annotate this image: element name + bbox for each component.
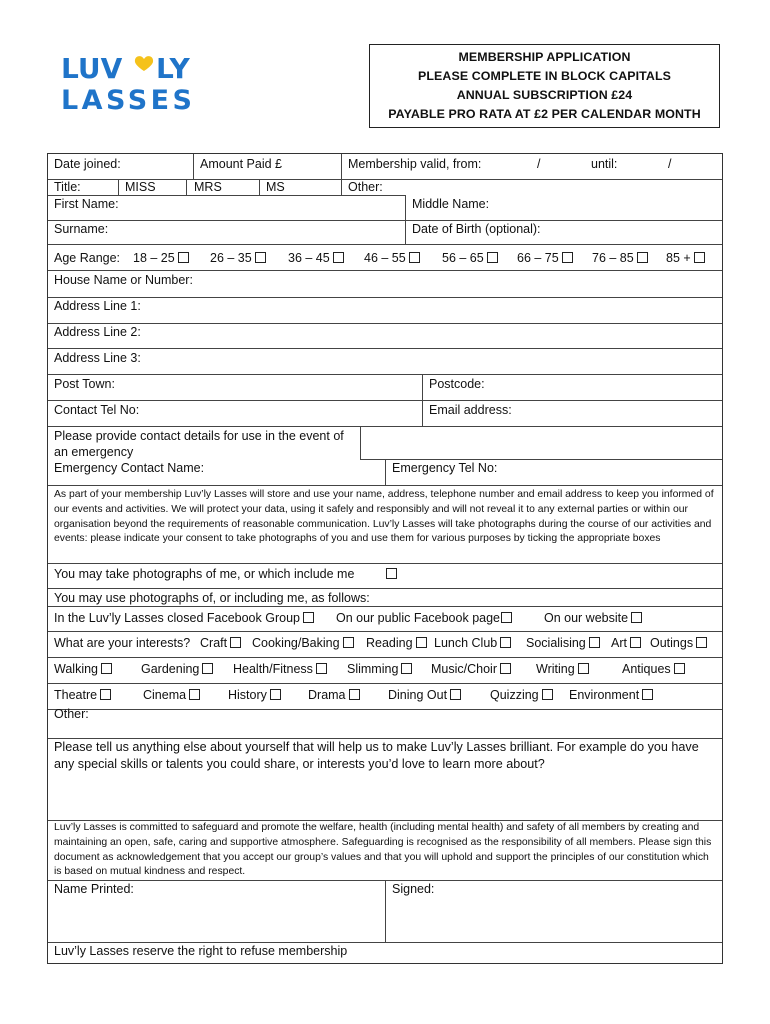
row-divider [48,631,722,632]
logo-text-ly: LY [156,52,190,85]
checkbox-icon[interactable] [100,689,111,700]
title-option-miss[interactable]: MISS [125,180,156,194]
interest-label: Music/Choir [431,662,497,676]
photo-option-fb-page[interactable] [336,611,512,626]
interest-label: Cooking/Baking [252,636,340,650]
postcode-label[interactable]: Postcode: [429,377,485,391]
interest-option[interactable] [233,662,327,677]
photo-option-label: On our website [544,611,629,625]
interests-question: What are your interests? [54,636,191,650]
col-divider [360,426,361,460]
row-divider [48,709,722,710]
row-divider [48,606,722,607]
application-header [369,44,720,128]
photo-option-label: On our public Facebook page [336,611,500,625]
row-divider [48,657,722,658]
photo-option-label: In the Luv’ly Lasses closed Facebook Group [54,611,300,625]
row-divider [48,270,722,271]
interest-label: Outings [650,636,694,650]
post-town-label[interactable]: Post Town: [54,377,115,391]
checkbox-icon[interactable] [409,252,420,263]
interest-option[interactable] [490,688,553,703]
row-divider [48,426,722,427]
logo-text-lasses: LASSES [61,85,192,114]
checkbox-icon[interactable] [500,637,511,648]
luvly-lasses-logo [60,52,200,114]
age-option[interactable] [442,251,498,266]
interest-label: Theatre [54,688,98,702]
house-label[interactable]: House Name or Number: [54,273,193,287]
dob-label[interactable]: Date of Birth (optional): [412,222,541,236]
age-option[interactable] [592,251,648,266]
row-divider [48,195,405,196]
age-option[interactable] [517,251,573,266]
age-option-label: 66 – 75 [517,251,559,265]
tell-us-answer-area[interactable] [48,774,722,818]
checkbox-icon[interactable] [637,252,648,263]
age-option-label: 76 – 85 [592,251,634,265]
photo-option-fb-group[interactable] [54,611,314,626]
interest-label: Writing [536,662,575,676]
address-line-1-label[interactable]: Address Line 1: [54,299,141,313]
photo-consent-take-label: You may take photographs of me, or which include me [54,567,355,581]
tell-us-prompt: Please tell us anything else about yourself that will help us to make Luv’ly Lasses brilliant. For example do you have any special skills or talents you could share, or interests you’d love to learn more about? [54,740,699,771]
checkbox-icon[interactable] [316,663,327,674]
title-label: Title: [54,180,81,194]
interest-option[interactable] [569,688,653,703]
col-divider [193,154,194,180]
checkbox-icon[interactable] [696,637,707,648]
interest-option[interactable] [611,636,641,651]
checkbox-icon[interactable] [501,612,512,623]
address-line-2-label[interactable]: Address Line 2: [54,325,141,339]
interest-option[interactable] [366,636,427,651]
header-line-4: PAYABLE PRO RATA AT £2 PER CALENDAR MONTH [388,107,701,121]
col-divider [405,195,406,245]
col-divider [186,179,187,195]
emergency-intro: Please provide contact details for use in the event of an emergency [54,429,344,459]
middle-name-label[interactable]: Middle Name: [412,197,490,211]
checkbox-icon[interactable] [101,663,112,674]
checkbox-icon[interactable] [416,637,427,648]
interest-option[interactable] [308,688,360,703]
interest-label: Drama [308,688,346,702]
row-divider [48,400,722,401]
date-slash: / [668,157,672,171]
interest-option[interactable] [228,688,281,703]
interest-option[interactable] [434,636,511,651]
photo-use-label: You may use photographs of, or including me, as follows: [54,591,370,605]
header-line-3: ANNUAL SUBSCRIPTION £24 [456,88,633,102]
checkbox-icon[interactable] [674,663,685,674]
interest-label: History [228,688,267,702]
age-range-label: Age Range: [54,251,121,265]
age-option[interactable] [666,251,705,266]
interest-option[interactable] [143,688,200,703]
heart-icon [135,56,153,71]
row-divider [48,374,722,375]
col-divider [385,880,386,942]
checkbox-icon[interactable] [630,637,641,648]
checkbox-icon[interactable] [694,252,705,263]
age-option[interactable] [133,251,189,266]
col-divider [385,459,386,486]
checkbox-icon[interactable] [500,663,511,674]
interest-option[interactable] [388,688,461,703]
row-divider [360,459,722,460]
date-joined-label[interactable]: Date joined: [54,157,121,171]
row-divider [48,297,722,298]
col-divider [422,374,423,427]
age-option[interactable] [364,251,420,266]
safeguarding-statement: Luv’ly Lasses is committed to safeguard and promote the welfare, health (including mental health) and safety of all members by creating and maintaining an open, safe, caring and supportive atmosphere. Safeguarding is recognised as the responsibility of all members. Please sign this document as acknowledgement that you accept our group’s values and that you will uphold and support the principles of our constitution which is based on mutual kindness and respect. [54,822,712,878]
checkbox-icon[interactable] [189,689,200,700]
checkbox-icon[interactable] [450,689,461,700]
checkbox-icon[interactable] [631,612,642,623]
row-divider [48,220,722,221]
header-line-1: MEMBERSHIP APPLICATION [458,50,631,64]
col-divider [118,179,119,195]
title-option-ms[interactable]: MS [266,180,285,194]
interest-label: Reading [366,636,413,650]
age-option[interactable] [210,251,266,266]
photo-option-website[interactable] [544,611,642,626]
interest-label: Walking [54,662,98,676]
logo-text-luv: LUV [61,52,123,85]
interest-label: Gardening [141,662,200,676]
age-option-label: 46 – 55 [364,251,406,265]
interest-option[interactable] [536,662,589,677]
refuse-membership-note: Luv’ly Lasses reserve the right to refuse membership [54,944,348,958]
interests-other-label[interactable]: Other: [54,707,89,721]
row-divider [48,244,722,245]
interest-option[interactable] [526,636,600,651]
checkbox-icon[interactable] [178,252,189,263]
row-divider [48,588,722,589]
contact-tel-label[interactable]: Contact Tel No: [54,403,140,417]
checkbox-icon[interactable] [333,252,344,263]
interest-option[interactable] [650,636,707,651]
checkbox-icon[interactable] [578,663,589,674]
checkbox-icon[interactable] [349,689,360,700]
interest-option[interactable] [622,662,685,677]
age-option-label: 18 – 25 [133,251,175,265]
interest-option[interactable] [431,662,511,677]
interest-option[interactable] [54,688,111,703]
privacy-notice: As part of your membership Luv’ly Lasses will store and use your name, address, telephone number and email address to keep you informed of our events and activities. We will protect your data, using it safely and responsibly and will not reveal it to any external parties or within our organisation beyond the requirements of reasonable communication. Luv’ly Lasses will take photographs during the course of our activities and events: please indicate your consent to take photographs of you and use them for various purposes by ticking the appropriate boxes [54,489,714,545]
age-option-label: 26 – 35 [210,251,252,265]
name-printed-label[interactable]: Name Printed: [54,882,134,896]
interest-option[interactable] [347,662,412,677]
photo-consent-take[interactable] [54,567,397,582]
checkbox-icon[interactable] [542,689,553,700]
interest-label: Lunch Club [434,636,498,650]
valid-from-label[interactable]: Membership valid, from: [348,157,482,171]
row-divider [48,563,722,564]
signed-label[interactable]: Signed: [392,882,435,896]
emergency-name-label[interactable]: Emergency Contact Name: [54,461,205,475]
logo-graphic [60,52,200,114]
first-name-label[interactable]: First Name: [54,197,119,211]
checkbox-icon[interactable] [343,637,354,648]
row-divider [48,323,722,324]
age-option-label: 36 – 45 [288,251,330,265]
row-divider [48,348,722,349]
checkbox-icon[interactable] [202,663,213,674]
address-line-3-label[interactable]: Address Line 3: [54,351,141,365]
checkbox-icon[interactable] [255,252,266,263]
col-divider [259,179,260,195]
interest-label: Health/Fitness [233,662,313,676]
interest-label: Art [611,636,627,650]
checkbox-icon[interactable] [562,252,573,263]
checkbox-icon[interactable] [386,568,397,579]
email-label[interactable]: Email address: [429,403,512,417]
date-slash: / [537,157,541,171]
interest-label: Craft [200,636,228,650]
title-other-label[interactable]: Other: [348,180,383,194]
interest-option[interactable] [141,662,213,677]
interest-label: Dining Out [388,688,448,702]
interest-label: Antiques [622,662,671,676]
col-divider [341,154,342,195]
interest-label: Quizzing [490,688,539,702]
age-option[interactable] [288,251,344,266]
checkbox-icon[interactable] [487,252,498,263]
interest-label: Cinema [143,688,187,702]
interest-label: Environment [569,688,640,702]
amount-paid-label[interactable]: Amount Paid £ [200,157,282,171]
interest-label: Socialising [526,636,586,650]
row-divider [48,683,722,684]
age-option-label: 56 – 65 [442,251,484,265]
interest-option[interactable] [200,636,241,651]
until-label[interactable]: until: [591,157,618,171]
checkbox-icon[interactable] [589,637,600,648]
emergency-tel-label[interactable]: Emergency Tel No: [392,461,498,475]
checkbox-icon[interactable] [303,612,314,623]
checkbox-icon[interactable] [642,689,653,700]
interest-option[interactable] [252,636,354,651]
title-option-mrs[interactable]: MRS [194,180,222,194]
row-divider [48,942,722,943]
age-option-label: 85 + [666,251,691,265]
checkbox-icon[interactable] [230,637,241,648]
checkbox-icon[interactable] [401,663,412,674]
surname-label[interactable]: Surname: [54,222,109,236]
checkbox-icon[interactable] [270,689,281,700]
membership-form [47,153,723,964]
interest-option[interactable] [54,662,112,677]
header-line-2: PLEASE COMPLETE IN BLOCK CAPITALS [418,69,671,83]
interest-label: Slimming [347,662,399,676]
